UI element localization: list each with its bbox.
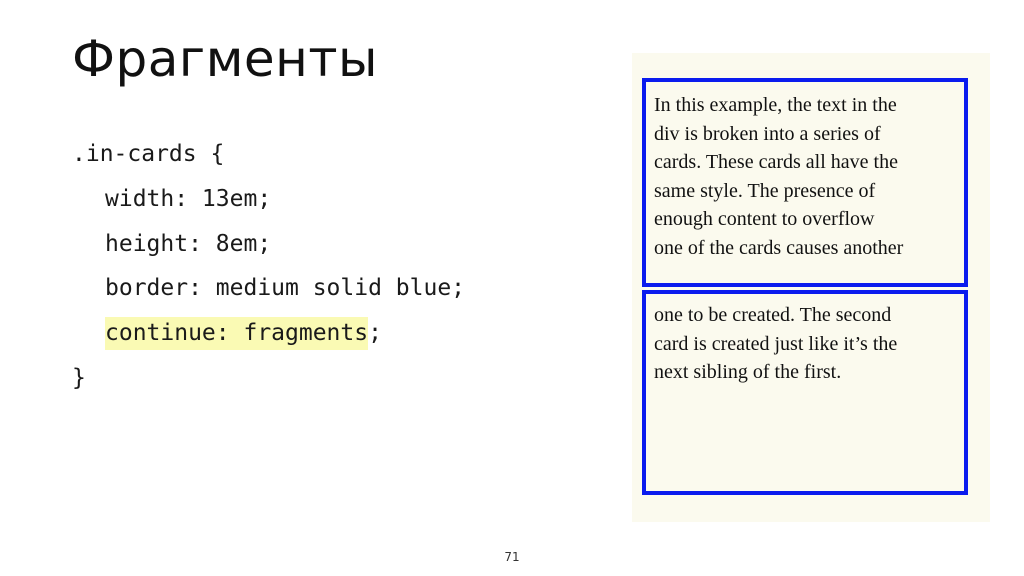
- css-code-block: [72, 132, 465, 401]
- code-line-selector: .in-cards {: [72, 141, 225, 167]
- highlighted-continue-declaration: continue: fragments: [105, 317, 368, 350]
- card-1-text-line: In this example, the text in the: [654, 94, 897, 116]
- fragment-card-1: [642, 78, 968, 287]
- code-semicolon: ;: [368, 320, 382, 347]
- card-2-text-line: one to be created. The second: [654, 304, 892, 326]
- fragments-example-screenshot: [632, 53, 990, 522]
- card-1-text-line: div is broken into a series of: [654, 122, 881, 145]
- code-line-border: border: medium solid blue;: [105, 275, 466, 302]
- code-line-continue: [72, 311, 465, 356]
- code-line-height: height: 8em;: [105, 230, 272, 257]
- card-2-text-line: next sibling of the first.: [654, 361, 842, 383]
- card-1-text-line: enough content to overflow: [654, 208, 875, 230]
- card-1-text-line: cards. These cards all have the: [654, 151, 898, 173]
- page-number: 71: [504, 550, 520, 564]
- code-line-width: width: 13em;: [105, 185, 272, 212]
- slide-title: Фрагменты: [72, 30, 378, 88]
- fragment-card-2: [642, 290, 968, 495]
- card-2-text-line: card is created just like it’s the: [654, 332, 898, 355]
- card-1-text-line: one of the cards causes another: [654, 236, 904, 259]
- code-line-closing-brace: }: [72, 364, 86, 391]
- card-1-text-line: same style. The presence of: [654, 179, 876, 202]
